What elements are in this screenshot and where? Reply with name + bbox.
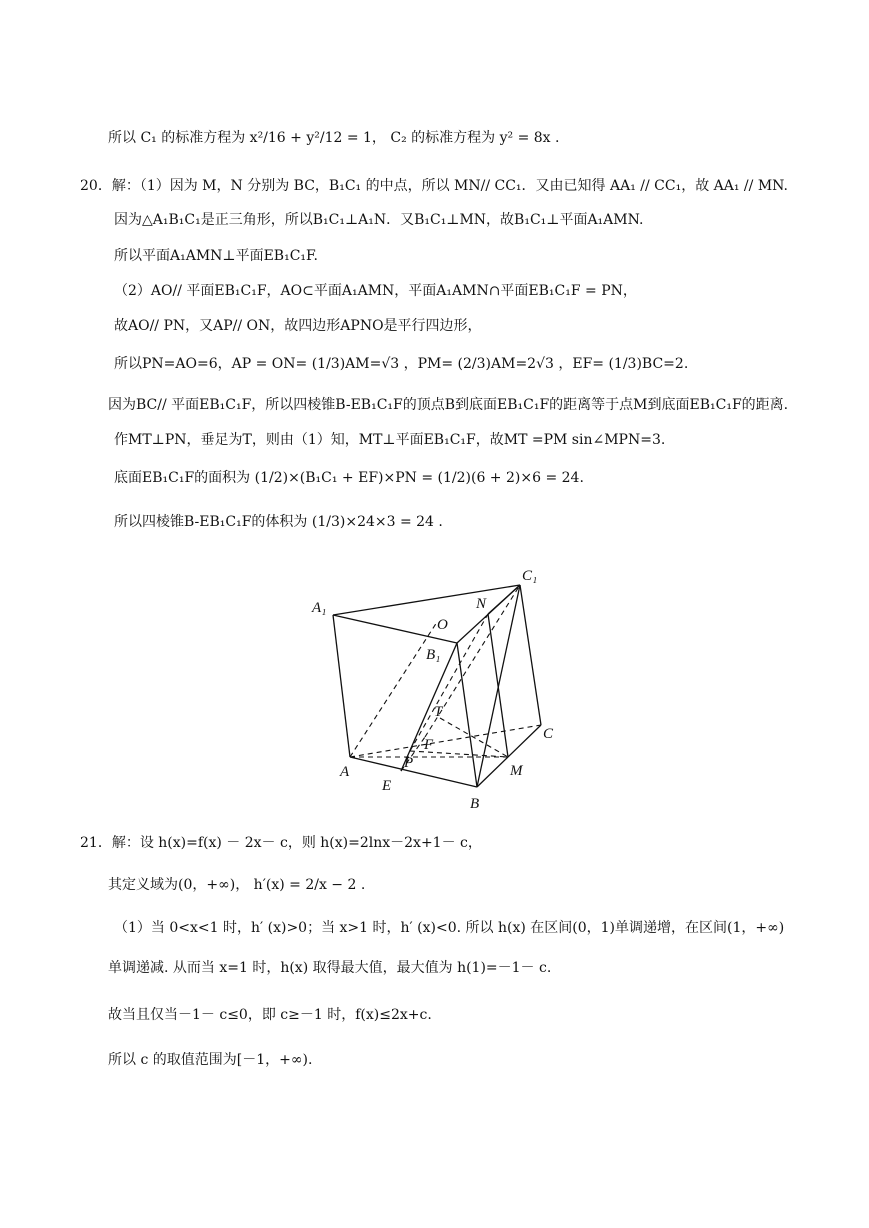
line-q20-parallelogram: 故AO// PN，又AP// ON，故四边形APNO是平行四边形， — [114, 318, 482, 334]
line-q20-volume: 所以四棱锥B-EB₁C₁F的体积为 (1/3)×24×3 = 24 . — [114, 514, 443, 530]
label-n: N — [476, 596, 487, 612]
line-q20-distance: 因为BC// 平面EB₁C₁F，所以四棱锥B-EB₁C₁F的顶点B到底面EB₁C₁F的距离等于点M到底面EB₁C₁F的距离. — [108, 397, 789, 413]
line-q20-lengths: 所以PN=AO=6，AP = ON= (1/3)AM=√3 ，PM= (2/3)AM=2√3 ，EF= (1/3)BC=2. — [114, 356, 689, 372]
label-t: T — [434, 704, 443, 720]
line-q21-max: 单调递减. 从而当 x=1 时，h(x) 取得最大值，最大值为 h(1)=－1－ c. — [108, 960, 552, 976]
line-q20-base-area: 底面EB₁C₁F的面积为 (1/2)×(B₁C₁ + EF)×PN = (1/2)(6 + 2)×6 = 24. — [114, 470, 584, 486]
line-c1-c2-equations: 所以 C₁ 的标准方程为 x²/16 + y²/12 = 1， C₂ 的标准方程为 y² = 8x . — [108, 130, 560, 146]
prism-figure — [300, 560, 580, 818]
line-q21-domain: 其定义域为(0，+∞)， h′(x) = 2/x − 2 . — [108, 877, 366, 893]
edge-a-b — [350, 757, 477, 787]
edge-c1-c — [520, 585, 541, 725]
edge-b1-b — [457, 643, 477, 787]
label-c: C — [543, 726, 554, 742]
edge-n-m — [488, 614, 508, 757]
line-q20-mt-perp: 作MT⊥PN，垂足为T，则由（1）知，MT⊥平面EB₁C₁F，故MT =PM sin∠MPN=3. — [114, 432, 666, 448]
line-q20-equilateral: 因为△A₁B₁C₁是正三角形，所以B₁C₁⊥A₁N．又B₁C₁⊥MN，故B₁C₁⊥平面A₁AMN. — [114, 212, 644, 228]
label-b1: B₁ — [426, 647, 441, 663]
edge-a1-a — [333, 615, 350, 757]
label-a1: A₁ — [312, 600, 327, 616]
line-q21-monotonic: （1）当 0<x<1 时，h′ (x)>0；当 x>1 时，h′ (x)<0. 所以 h(x) 在区间(0，1)单调递增，在区间(1，+∞) — [114, 920, 785, 936]
line-q21-condition: 故当且仅当－1－ c≤0，即 c≥－1 时，f(x)≤2x+c. — [108, 1007, 432, 1023]
label-p: P — [404, 755, 414, 771]
label-b: B — [470, 796, 480, 812]
label-m: M — [510, 763, 523, 779]
line-q20-plane-perp: 所以平面A₁AMN⊥平面EB₁C₁F. — [114, 248, 319, 264]
line-q21-range: 所以 c 的取值范围为[－1，+∞). — [108, 1052, 313, 1068]
label-f: F — [424, 737, 434, 753]
line-q20-part1-intro: 20．解：（1）因为 M，N 分别为 BC，B₁C₁ 的中点，所以 MN// CC₁．又由已知得 AA₁ // CC₁，故 AA₁ // MN. — [80, 178, 788, 194]
dash-t-m — [440, 718, 508, 757]
line-q21-intro: 21．解：设 h(x)=f(x) － 2x－ c，则 h(x)=2lnx－2x+1－ c， — [80, 835, 482, 851]
label-o: O — [437, 617, 448, 633]
line-q20-part2-intro: （2）AO// 平面EB₁C₁F，AO⊂平面A₁AMN，平面A₁AMN∩平面EB₁C₁F = PN， — [114, 283, 637, 299]
label-e: E — [382, 778, 392, 794]
label-a: A — [340, 764, 350, 780]
label-c1: C₁ — [522, 568, 538, 584]
